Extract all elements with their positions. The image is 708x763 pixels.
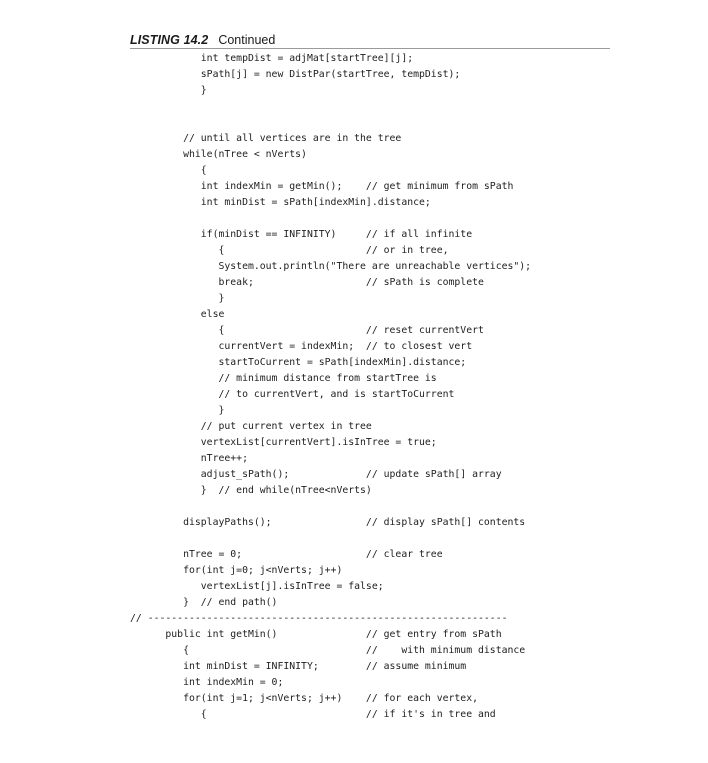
header-rule [130,48,610,49]
listing-continued: Continued [218,33,276,47]
code-line: nTree++; [130,453,248,464]
code-line: for(int j=1; j<nVerts; j++) // for each vertex, [130,693,478,704]
code-line [130,115,531,131]
code-line: vertexList[currentVert].isInTree = true; [130,437,437,448]
code-line: public int getMin() // get entry from sPath [130,629,502,640]
code-line: displayPaths(); // display sPath[] contents [130,517,526,528]
code-line [130,99,531,115]
code-line: while(nTree < nVerts) [130,149,307,160]
code-line: // minimum distance from startTree is [130,373,437,384]
code-line: int minDist = INFINITY; // assume minimum [130,661,467,672]
code-line: if(minDist == INFINITY) // if all infinite [130,229,473,240]
listing-label: LISTING 14.2 [130,33,209,47]
code-line: { // if it's in tree and [130,709,496,720]
code-line: System.out.println("There are unreachable vertices"); [130,261,532,272]
code-line: } [130,85,207,96]
code-line: adjust_sPath(); // update sPath[] array [130,469,502,480]
code-line: // until all vertices are in the tree [130,133,402,144]
code-line: break; // sPath is complete [130,277,484,288]
code-line: } // end while(nTree<nVerts) [130,485,372,496]
code-line: int indexMin = getMin(); // get minimum from sPath [130,181,514,192]
code-line: { // or in tree, [130,245,449,256]
code-listing [130,51,531,723]
code-line: } [130,293,225,304]
code-line: nTree = 0; // clear tree [130,549,443,560]
code-line: currentVert = indexMin; // to closest vert [130,341,473,352]
code-line: else [130,309,225,320]
code-line: // ------------------------------------------------------------- [130,613,508,624]
code-line: sPath[j] = new DistPar(startTree, tempDist); [130,69,461,80]
code-line [130,499,531,515]
code-line: // put current vertex in tree [130,421,372,432]
code-line [130,211,531,227]
code-line [130,531,531,547]
code-line: for(int j=0; j<nVerts; j++) [130,565,343,576]
code-line: int indexMin = 0; [130,677,284,688]
code-line: } [130,405,225,416]
code-line: { // reset currentVert [130,325,484,336]
code-line: startToCurrent = sPath[indexMin].distance; [130,357,467,368]
code-line: vertexList[j].isInTree = false; [130,581,384,592]
code-line: { // with minimum distance [130,645,526,656]
code-line: int tempDist = adjMat[startTree][j]; [130,53,414,64]
code-line: { [130,165,207,176]
code-line: } // end path() [130,597,278,608]
code-line: int minDist = sPath[indexMin].distance; [130,197,431,208]
code-line: // to currentVert, and is startToCurrent [130,389,455,400]
